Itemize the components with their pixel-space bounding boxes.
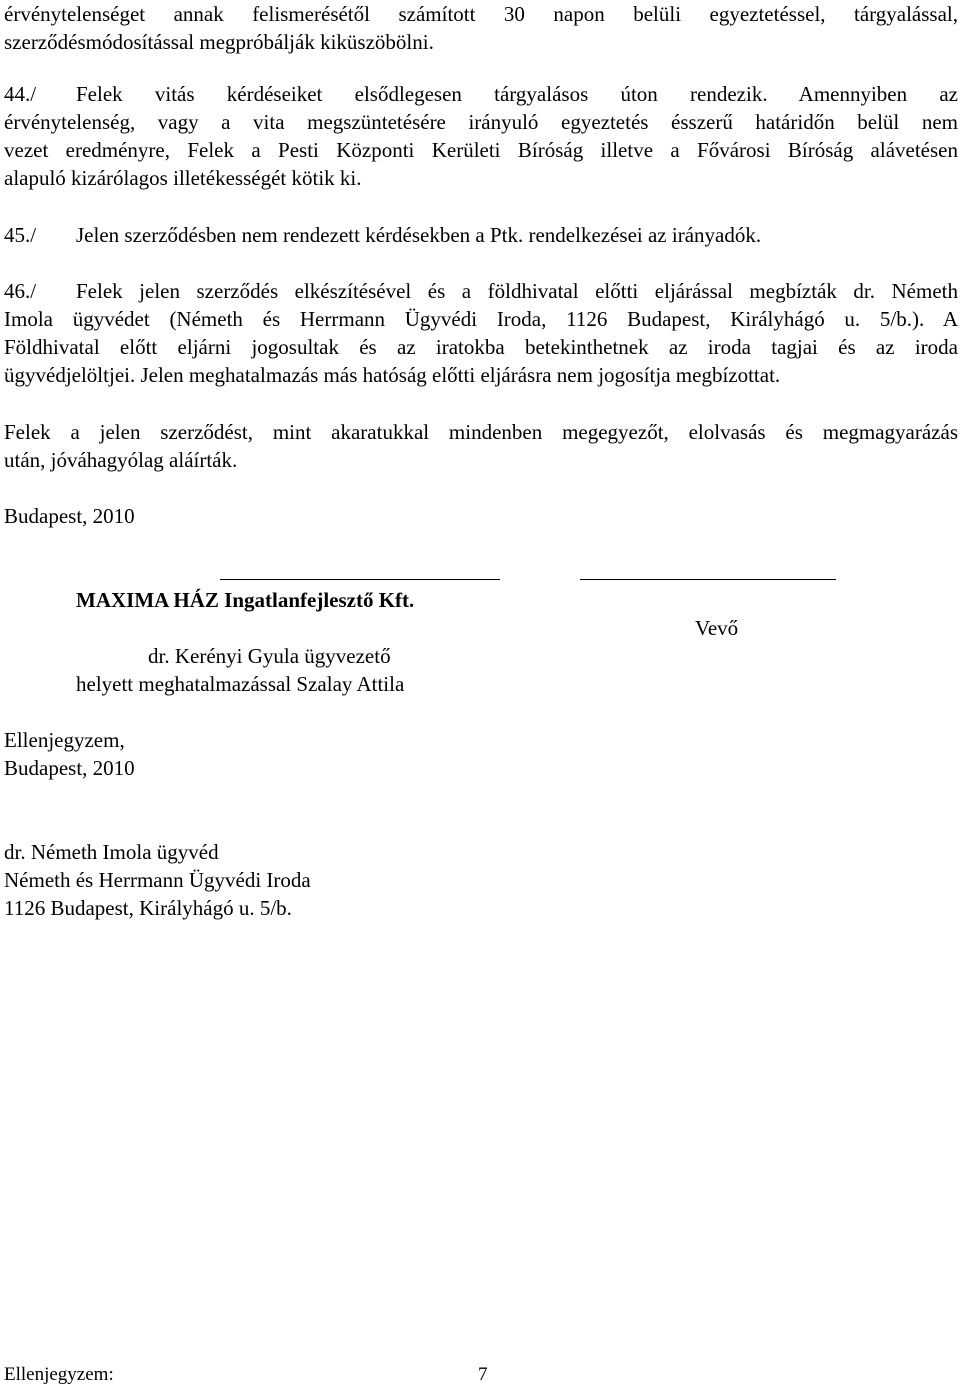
paragraph-45-line-1 — [4, 221, 958, 249]
law-firm-address: 1126 Budapest, Királyhágó u. 5/b. — [4, 896, 292, 920]
paragraph-46-line-4: ügyvédjelöltjei. Jelen meghatalmazás más hatóság előtti eljárásra nem jogosítja megbízottat. — [4, 363, 781, 387]
seller-representative-line-2: helyett meghatalmazással Szalay Attila — [76, 672, 405, 696]
closing-paragraph — [4, 418, 958, 474]
paragraph-44 — [4, 80, 958, 192]
paragraph-46-line-3: Földhivatal előtt eljárni jogosultak és az iratokba betekinthetnek az iroda tagjai és az iroda — [4, 335, 958, 359]
lawyer-name: dr. Németh Imola ügyvéd — [4, 840, 219, 864]
footer-countersign-label: Ellenjegyzem: — [4, 1364, 114, 1385]
page-footer — [4, 1364, 488, 1386]
seller-signature-line — [220, 579, 500, 580]
paragraph-45 — [4, 221, 958, 249]
countersign-label: Ellenjegyzem, — [4, 728, 125, 752]
paragraph-45-text: Jelen szerződésben nem rendezett kérdésekben a Ptk. rendelkezései az irányadók. — [76, 223, 762, 247]
buyer-signature-line — [580, 579, 836, 580]
buyer-label: Vevő — [695, 616, 739, 640]
paragraph-46 — [4, 277, 958, 389]
paragraph-46-line-1 — [4, 277, 958, 305]
closing-line-1: Felek a jelen szerződést, mint akaratukkal mindenben megegyezőt, elolvasás és megmagyarázás — [4, 420, 958, 444]
paragraph-46-line-2: Imola ügyvédet (Németh és Herrmann Ügyvédi Iroda, 1126 Budapest, Királyhágó u. 5/b.). A — [4, 307, 958, 331]
intro-line-1: érvénytelenséget annak felismerésétől számított 30 napon belüli egyeztetéssel, tárgyalással, — [4, 2, 958, 26]
paragraph-44-line-2: érvénytelenség, vagy a vita megszüntetésére irányuló egyeztetés ésszerű határidőn belül nem — [4, 110, 958, 134]
paragraph-44-number: 44./ — [4, 82, 37, 106]
paragraph-45-number: 45./ — [4, 223, 37, 247]
page-number: 7 — [478, 1364, 488, 1385]
document-page — [4, 0, 958, 1389]
place-date: Budapest, 2010 — [4, 504, 135, 528]
paragraph-44-line-3: vezet eredményre, Felek a Pesti Központi Kerületi Bíróság illetve a Fővárosi Bíróság alávetésen — [4, 138, 958, 162]
paragraph-44-line-1-text: Felek vitás kérdéseiket elsődlegesen tárgyalásos úton rendezik. Amennyiben az — [76, 82, 958, 106]
closing-line-2: után, jóváhagyólag aláírták. — [4, 448, 238, 472]
countersign-place-date: Budapest, 2010 — [4, 756, 135, 780]
intro-paragraph — [4, 0, 958, 56]
paragraph-44-line-4: alapuló kizárólagos illetékességét kötik ki. — [4, 166, 362, 190]
paragraph-46-number: 46./ — [4, 279, 37, 303]
paragraph-46-line-1-text: Felek jelen szerződés elkészítésével és a földhivatal előtti eljárással megbízták dr. Németh — [76, 279, 958, 303]
seller-company-name: MAXIMA HÁZ Ingatlanfejlesztő Kft. — [76, 588, 415, 612]
paragraph-44-line-1 — [4, 80, 958, 108]
law-firm-name: Németh és Herrmann Ügyvédi Iroda — [4, 868, 311, 892]
intro-line-2: szerződésmódosítással megpróbálják kiküszöbölni. — [4, 30, 434, 54]
seller-representative-line-1: dr. Kerényi Gyula ügyvezető — [148, 644, 391, 668]
